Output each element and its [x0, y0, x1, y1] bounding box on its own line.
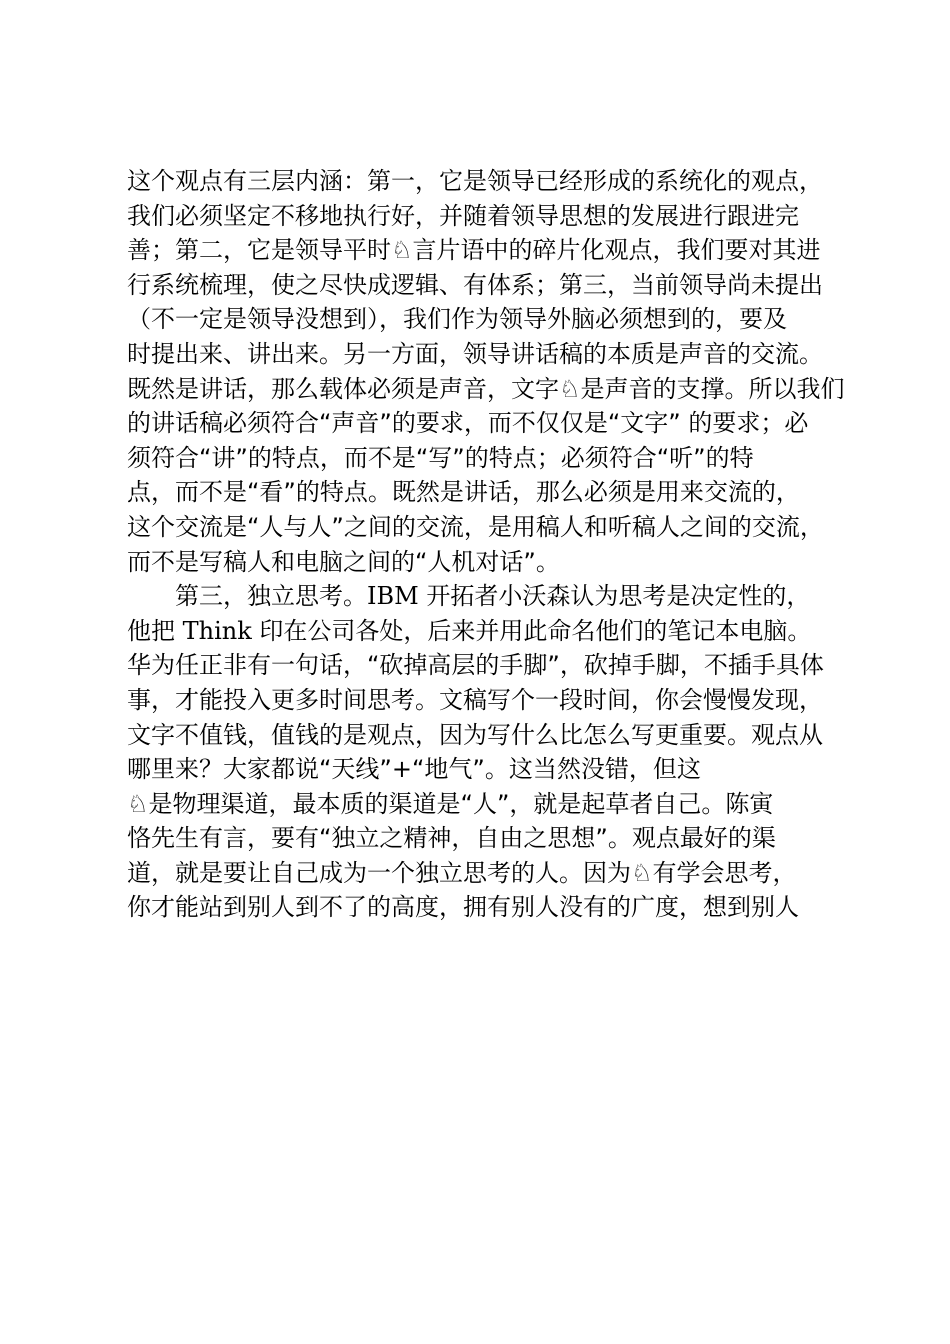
text-line: 这个观点有三层内涵：第一，它是领导已经形成的系统化的观点， [127, 167, 823, 195]
text-line: 这个交流是“人与人”之间的交流，是用稿人和听稿人之间的交流， [127, 512, 824, 541]
text-run-think: Think [175, 616, 260, 645]
text-run: 印在公司各处，后来并用此命名他们的笔记本电脑。 [259, 616, 812, 645]
text-line: 的讲话稿必须符合“声音”的要求，而不仅仅是“文字” 的要求；必 [127, 409, 809, 438]
text-line: 你才能站到别人到不了的高度，拥有别人没有的广度，想到别人 [127, 893, 799, 922]
paragraph-2-first-line [127, 579, 847, 614]
text-line: 事，才能投入更多时间思考。文稿写个一段时间，你会慢慢发现， [127, 685, 823, 714]
text-line: ♘是物理渠道，最本质的渠道是“人”，就是起草者自己。陈寅 [127, 789, 774, 818]
text-line: 行系统梳理，使之尽快成逻辑、有体系；第三，当前领导尚未提出 [127, 270, 823, 299]
text-line: 哪里来？大家都说“天线”+“地气”。这当然没错，但这 [127, 755, 701, 784]
section-heading: 第三，独立思考。IBM [175, 582, 419, 611]
text-line: （不一定是领导没想到），我们作为领导外脑必须想到的，要及 [127, 305, 787, 334]
text-line [127, 614, 847, 649]
text-line: 善；第二，它是领导平时♘言片语中的碎片化观点，我们要对其进 [127, 236, 821, 265]
text-line: 恪先生有言，要有“独立之精神，自由之思想”。观点最好的渠 [127, 824, 776, 853]
text-run: 他把 [127, 616, 175, 645]
text-line: 须符合“讲”的特点，而不是“写”的特点；必须符合“听”的特 [127, 443, 754, 472]
text-line: 既然是讲话，那么载体必须是声音，文字♘是声音的支撑。所以我们 [127, 374, 845, 403]
text-line: 文字不值钱，值钱的是观点，因为写什么比怎么写更重要。观点从 [127, 720, 823, 749]
text-line: 我们必须坚定不移地执行好，并随着领导思想的发展进行跟进完 [127, 201, 799, 230]
text-line: 时提出来、讲出来。另一方面，领导讲话稿的本质是声音的交流。 [127, 339, 823, 368]
text-line: 道，就是要让自己成为一个独立思考的人。因为♘有学会思考， [127, 858, 797, 887]
text-line: 而不是写稿人和电脑之间的“人机对话”。 [127, 547, 560, 576]
body-text [127, 164, 847, 925]
text-run: 开拓者小沃森认为思考是决定性的， [418, 582, 811, 611]
text-line: 华为任正非有一句话，“砍掉高层的手脚”，砍掉手脚，不插手具体 [127, 651, 824, 680]
text-line: 点，而不是“看”的特点。既然是讲话，那么必须是用来交流的， [127, 478, 800, 507]
